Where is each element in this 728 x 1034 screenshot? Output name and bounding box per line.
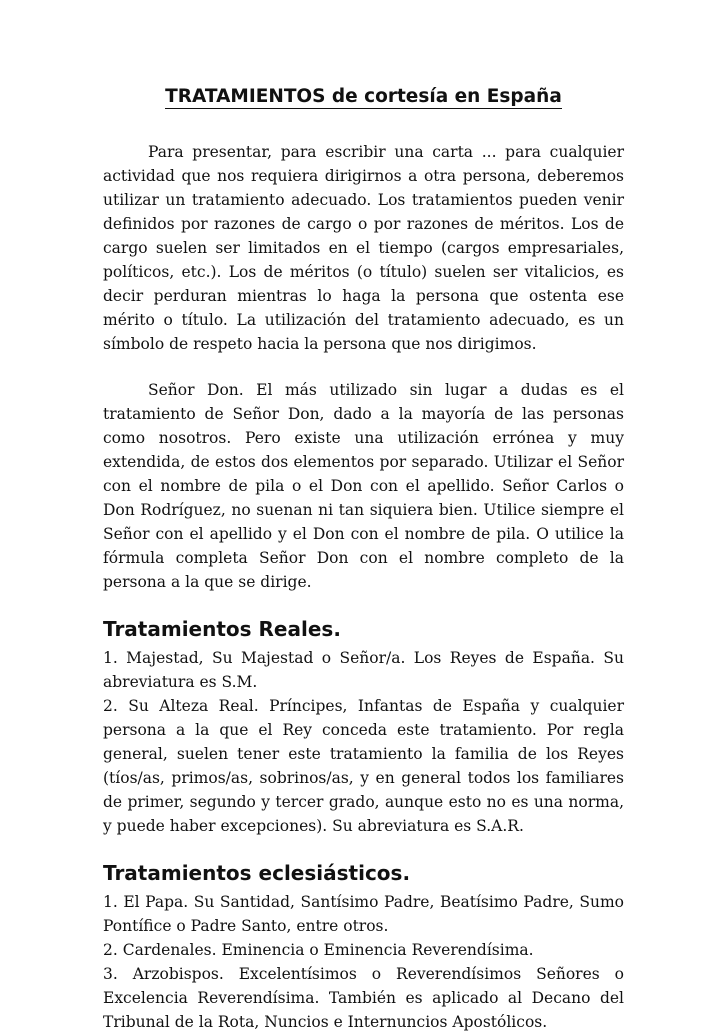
intro-paragraph: Para presentar, para escribir una carta ... para cualquier actividad que nos requiera dirigirnos a otra persona, deberemos utilizar un tratamiento adecuado. Los tratamientos pueden venir definidos por razones de cargo o por razones de méritos. Los de cargo suelen ser limitados en el tiempo (cargos empresariales, políticos, etc.). Los de méritos (o título) suelen ser vitalicios, es decir perduran mientras lo haga la persona que ostenta ese mérito o título. La utilización del tratamiento adecuado, es un símbolo de respeto hacia la persona que nos dirigimos. (103, 143, 624, 353)
list-item: 3. Arzobispos. Excelentísimos o Reverendísimos Señores o Excelencia Reverendísima. También es aplicado al Decano del Tribunal de la Rota, Nuncios e Internuncios Apostólicos. (103, 965, 624, 1031)
section-heading-reales: Tratamientos Reales. (103, 617, 341, 641)
list-item: 2. Cardenales. Eminencia o Eminencia Reverendísima. (103, 941, 534, 959)
list-item: 1. Majestad, Su Majestad o Señor/a. Los Reyes de España. Su abreviatura es S.M. (103, 649, 624, 691)
list-item: 2. Su Alteza Real. Príncipes, Infantas de España y cualquier persona a la que el Rey conceda este tratamiento. Por regla general, suelen tener este tratamiento la familia de los Reyes (tíos/as, primos/as, sobrinos/as, y en general todos los familiares de primer, segundo y tercer grado, aunque esto no es una norma, y puede haber excepciones). Su abreviatura es S.A.R. (103, 697, 624, 835)
section-heading-eclesiasticos: Tratamientos eclesiásticos. (103, 861, 411, 885)
document-page (103, 84, 624, 1034)
list-item: 1. El Papa. Su Santidad, Santísimo Padre, Beatísimo Padre, Sumo Pontífice o Padre Santo, entre otros. (103, 893, 624, 935)
senor-don-paragraph: Señor Don. El más utilizado sin lugar a dudas es el tratamiento de Señor Don, dado a la mayoría de las personas como nosotros. Pero existe una utilización errónea y muy extendida, de estos dos elementos por separado. Utilizar el Señor con el nombre de pila o el Don con el apellido. Señor Carlos o Don Rodríguez, no suenan ni tan siquiera bien. Utilice siempre el Señor con el apellido y el Don con el nombre de pila. O utilice la fórmula completa Señor Don con el nombre completo de la persona a la que se dirige. (103, 381, 624, 591)
document-title: TRATAMIENTOS de cortesía en España (165, 86, 562, 107)
